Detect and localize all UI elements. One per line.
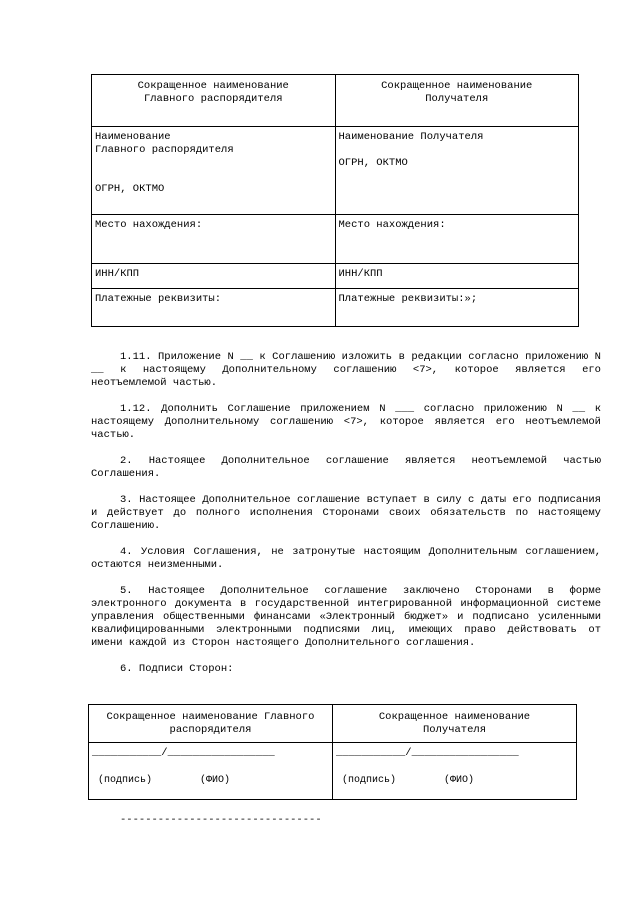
chief-administrator-name-cell: Наименование Главного распорядителя ОГРН, ОКТМО	[92, 127, 336, 215]
signature-row	[89, 743, 577, 800]
chief-administrator-signature-cell	[89, 743, 333, 800]
chief-administrator-payment-cell: Платежные реквизиты:	[92, 289, 336, 327]
header-recipient: Сокращенное наименование Получателя	[335, 75, 579, 127]
recipient-signature-line: ___________/_________________	[336, 747, 519, 759]
requisites-name-row	[92, 127, 579, 215]
requisites-location-row	[92, 215, 579, 264]
clause-5: 5. Настоящее Дополнительное соглашение заключено Сторонами в форме электронного документа в государственной интегрированной информационной системе управления общественными финансами «Электронный бюджет» и подписано усиленными квалифицированными электронными подписями лиц, имеющих право действовать от имени каждой из Сторон настоящего Дополнительного соглашения.	[91, 585, 601, 649]
requisites-payment-row	[92, 289, 579, 327]
recipient-signature-labels: (подпись) (ФИО)	[336, 775, 475, 786]
recipient-location-cell: Место нахождения:	[335, 215, 579, 264]
clause-3: 3. Настоящее Дополнительное соглашение вступает в силу с даты его подписания и действует до полного исполнения Сторонами своих обязательств по настоящему Соглашению.	[91, 494, 601, 532]
recipient-inn-cell: ИНН/КПП	[335, 264, 579, 289]
recipient-name-cell: Наименование Получателя ОГРН, ОКТМО	[335, 127, 579, 215]
clause-1-11: 1.11. Приложение N __ к Соглашению изложить в редакции согласно приложению N __ к настоящему Дополнительному соглашению <7>, которое является его неотъемлемой частью.	[91, 351, 601, 389]
signature-header-row	[89, 705, 577, 743]
requisites-table	[91, 74, 579, 327]
agreement-clauses	[91, 351, 601, 676]
clause-6-signatures-heading: 6. Подписи Сторон:	[120, 663, 234, 675]
signature-table	[88, 704, 577, 800]
requisites-inn-row	[92, 264, 579, 289]
chief-administrator-location-cell: Место нахождения:	[92, 215, 336, 264]
signature-header-recipient: Сокращенное наименование Получателя	[333, 705, 577, 743]
requisites-header-row	[92, 75, 579, 127]
header-chief-administrator: Сокращенное наименование Главного распорядителя	[92, 75, 336, 127]
footnote-separator: --------------------------------	[120, 814, 322, 826]
signature-header-chief-administrator: Сокращенное наименование Главного распорядителя	[89, 705, 333, 743]
clause-2: 2. Настоящее Дополнительное соглашение является неотъемлемой частью Соглашения.	[91, 455, 601, 480]
clause-4: 4. Условия Соглашения, не затронутые настоящим Дополнительным соглашением, остаются неизменными.	[91, 546, 601, 571]
chief-administrator-signature-line: ___________/_________________	[92, 747, 275, 759]
chief-administrator-signature-labels: (подпись) (ФИО)	[92, 775, 231, 786]
recipient-signature-cell	[333, 743, 577, 800]
recipient-payment-cell: Платежные реквизиты:»;	[335, 289, 579, 327]
clause-1-12: 1.12. Дополнить Соглашение приложением N ___ согласно приложению N __ к настоящему Дополнительному соглашению <7>, которое является его неотъемлемой частью.	[91, 403, 601, 441]
chief-administrator-inn-cell: ИНН/КПП	[92, 264, 336, 289]
